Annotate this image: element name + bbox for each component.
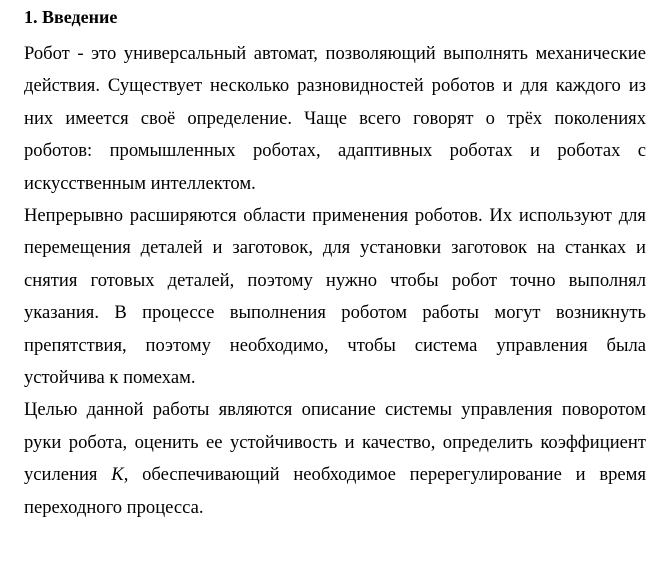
paragraph-line: указания. В процессе выполнения роботом работы могут возникнуть xyxy=(24,302,646,324)
paragraph-line: них имеется своё определение. Чаще всего говорят о трёх поколениях xyxy=(24,107,646,129)
paragraph-goal xyxy=(24,394,646,524)
paragraph-line: действия. Существует несколько разновидностей роботов и для каждого из xyxy=(24,75,646,97)
paragraph-line: Робот - это универсальный автомат, позволяющий выполнять механические xyxy=(24,43,646,64)
paragraph-line: Целью данной работы являются описание системы управления поворотом xyxy=(24,399,646,421)
paragraph-line: усиления K, обеспечивающий необходимое перерегулирование и время xyxy=(24,464,647,486)
paragraph-line: устойчива к помехам. xyxy=(24,367,196,389)
paragraph-line: руки робота, оценить ее устойчивость и качество, определить коэффициент xyxy=(24,431,646,453)
paragraph-line: искусственным интеллектом. xyxy=(24,172,256,194)
paragraph-line: роботов: промышленных роботах, адаптивных роботах и роботах с xyxy=(24,140,646,162)
paragraph-line: перемещения деталей и заготовок, для установки заготовок на станках и xyxy=(24,237,646,259)
paragraph-line: переходного процесса. xyxy=(24,496,204,518)
paragraph-line: Непрерывно расширяются области применения роботов. Их используют для xyxy=(24,205,646,227)
section-heading: 1. Введение xyxy=(24,7,118,27)
paragraph-line: снятия готовых деталей, поэтому нужно чтобы робот точно выполнял xyxy=(24,269,646,291)
paragraph-line: препятствия, поэтому необходимо, чтобы система управления была xyxy=(24,334,646,356)
gain-symbol: K xyxy=(111,464,124,486)
paragraph-intro xyxy=(24,38,646,200)
document-page xyxy=(24,0,646,524)
paragraph-applications xyxy=(24,200,646,394)
